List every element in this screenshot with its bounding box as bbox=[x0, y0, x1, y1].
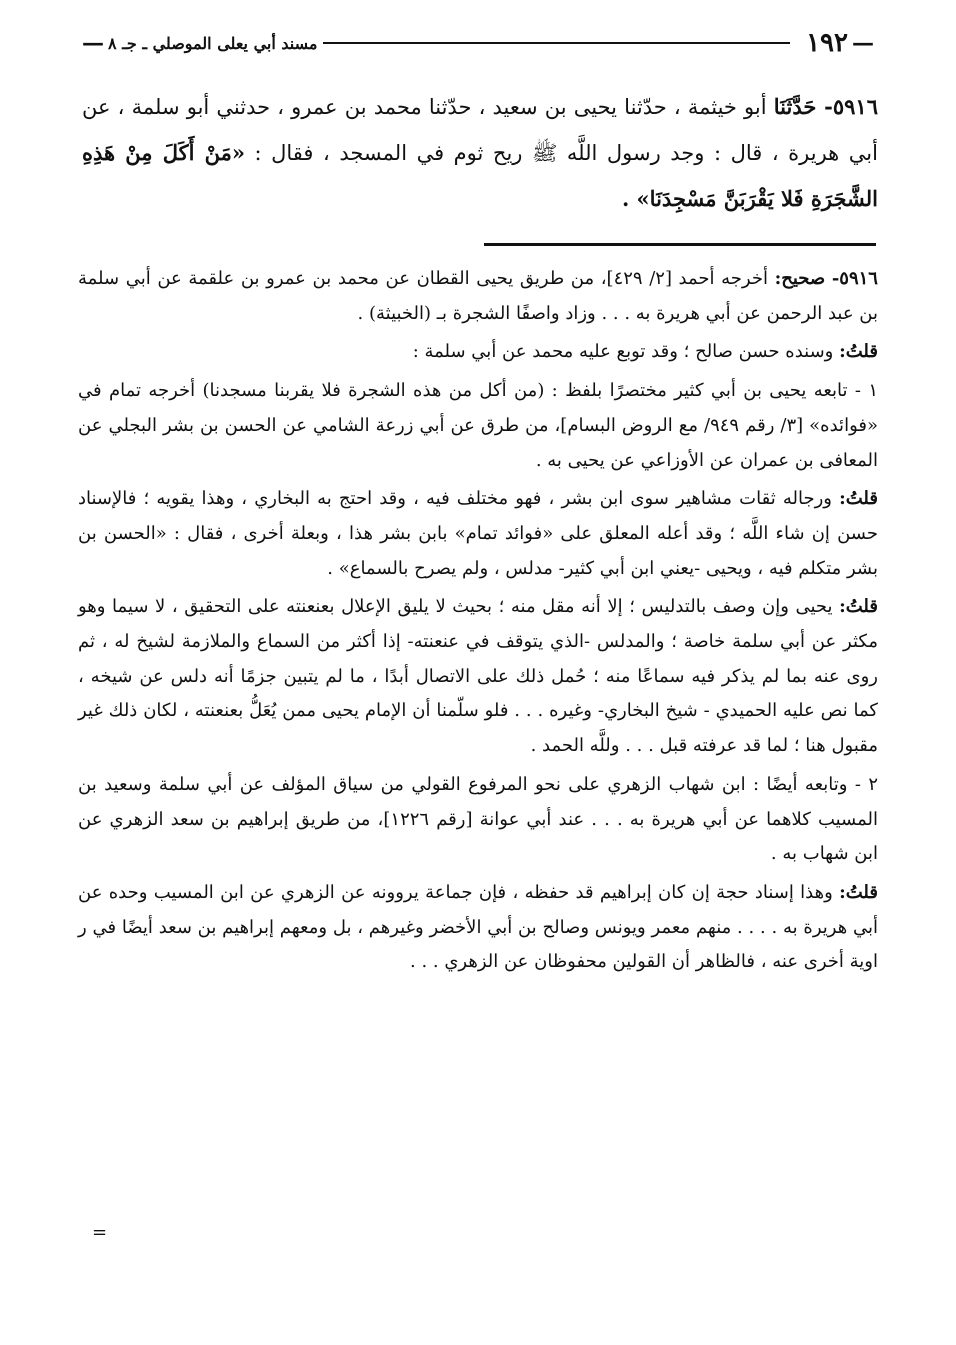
comment-label: قلتُ: bbox=[839, 488, 878, 510]
header-rule bbox=[323, 42, 790, 44]
mutaba-text: ٢ - وتابعه أيضًا : ابن شهاب الزهري على نحو المرفوع القولي من سياق المؤلف عن أبي سلمة وسعيد بن المسيب كلاهما عن أبي هريرة به . . . عند أبي عوانة [رقم ١٢٢٦]، من طريق إبراهيم بن سعد الزهري عن ابن شهاب به . bbox=[78, 773, 879, 865]
grade-label: صحيح: bbox=[774, 268, 826, 289]
note-comment-1 bbox=[78, 335, 878, 370]
book-title: مسند أبي يعلى الموصلي ـ جـ ٨ bbox=[108, 33, 318, 53]
comment-text: يحيى وإن وصف بالتدليس ؛ إلا أنه مقل منه ؛ بحيث لا يليق الإعلال بعنعنته على التحقيق ، لا سيما وهو مكثر عن أبي سلمة خاصة ؛ والمدلس -الذي يتوقف في عنعنته- إذا أكثر من السماع والملازمة لشيخ له ، ثم روى عنه بما لم يذكر فيه سماعًا منه ؛ حُمل ذلك على الاتصال أبدًا ، ما لم يتبين جزمًا أنه دلس عن شيخه ، كما نص عليه الحميدي - شيخ البخاري- وغيره . . . فلو سلّمنا أن الإمام يحيى ممن يُعَلُّ بعنعنته ، لكان ذلك غير مقبول هنا ؛ لما قد عرفته قبل . . . وللَّه الحمد . bbox=[78, 596, 878, 757]
note-number: ٥٩١٦- bbox=[831, 268, 878, 289]
comment-label: قلتُ: bbox=[839, 596, 878, 618]
footnotes bbox=[78, 262, 878, 984]
comment-text: وهذا إسناد حجة إن كان إبراهيم قد حفظه ، فإن جماعة يروونه عن الزهري عن ابن المسيب وحده عن أبي هريرة به . . . . منهم معمر ويونس وصالح بن أبي الأخضر وغيرهم ، بل ومعهم إبراهيم بن سعد أيضًا في ر اوية أخرى عنه ، فالظاهر أن القولين محفوظان عن الزهري . . . bbox=[78, 881, 878, 973]
note-mutaba-2 bbox=[78, 768, 878, 872]
note-takhrij bbox=[78, 262, 878, 331]
hadith-lead: حَدَّثَنَا bbox=[773, 94, 817, 119]
mutaba-text: ١ - تابعه يحيى بن أبي كثير مختصرًا بلفظ : (من أكل من هذه الشجرة فلا يقربنا مسجدنا) أخرجه تمام في «فوائده» [٣/ رقم ٩٤٩/ مع الروض البسام]، من طرق عن أبي زرعة الشامي عن الحسن بن بشر البجلي عن المعافى بن عمران عن الأوزاعي عن يحيى به . bbox=[78, 380, 878, 471]
note-mutaba-1 bbox=[78, 374, 878, 478]
comment-text: وسنده حسن صالح ؛ وقد توبع عليه محمد عن أبي سلمة : bbox=[412, 341, 834, 363]
hadith-body: أبو خيثمة ، حدّثنا يحيى بن سعيد ، حدّثنا محمد بن عمرو ، حدثني أبو سلمة ، عن أبي هريرة ، قال : وجد رسول اللَّه ﷺ ريح ثوم في المسجد ، فقال : bbox=[82, 95, 878, 165]
running-header bbox=[78, 26, 878, 60]
comment-label: قلتُ: bbox=[839, 341, 878, 363]
comment-text: ورجاله ثقات مشاهير سوى ابن بشر ، فهو مختلف فيه ، وقد احتج به البخاري ، وهذا يقويه ؛ فالإسناد حسن إن شاء اللَّه ؛ وقد أعله المعلق على «فوائد تمام» بابن بشر هذا ، وبعلة أخرى ، فقال : «الحسن بن بشر متكلم فيه ، ويحيى -يعني ابن أبي كثير- مدلس ، ولم يصرح بالسماع» . bbox=[78, 488, 878, 579]
hadith-text: ٥٩١٦- حَدَّثَنَا أبو خيثمة ، حدّثنا يحيى بن سعيد ، حدّثنا محمد بن عمرو ، حدثني أبو سلمة ، عن أبي هريرة ، قال : وجد رسول اللَّه ﷺ ريح ثوم في المسجد ، فقال : «مَنْ أَكَلَ مِنْ هَذِهِ الشَّجَرَةِ فَلا يَقْرَبَنَّ مَسْجِدَنَا» . bbox=[82, 94, 878, 211]
note-text: أخرجه أحمد [٢/ ٤٢٩]، من طريق يحيى القطان عن محمد بن عمرو بن علقمة عن أبي سلمة بن عبد الرحمن عن أبي هريرة به . . . وزاد واصفًا الشجرة بـ (الخبيثة) . bbox=[78, 268, 878, 324]
header-dash-end: — bbox=[82, 30, 104, 56]
note-comment-4 bbox=[78, 876, 878, 980]
note-comment-3 bbox=[78, 590, 878, 764]
hadith-number: ٥٩١٦ bbox=[832, 94, 878, 119]
continuation-mark: = bbox=[92, 1222, 108, 1243]
page-number: ١٩٢ bbox=[806, 28, 848, 58]
hadith-quote: «مَنْ أَكَلَ مِنْ هَذِهِ الشَّجَرَةِ فَلا يَقْرَبَنَّ مَسْجِدَنَا» . bbox=[82, 140, 878, 211]
note-comment-2 bbox=[78, 482, 878, 586]
header-dash: — bbox=[852, 30, 874, 56]
footnote-separator bbox=[484, 243, 876, 246]
comment-label: قلتُ: bbox=[839, 881, 878, 903]
